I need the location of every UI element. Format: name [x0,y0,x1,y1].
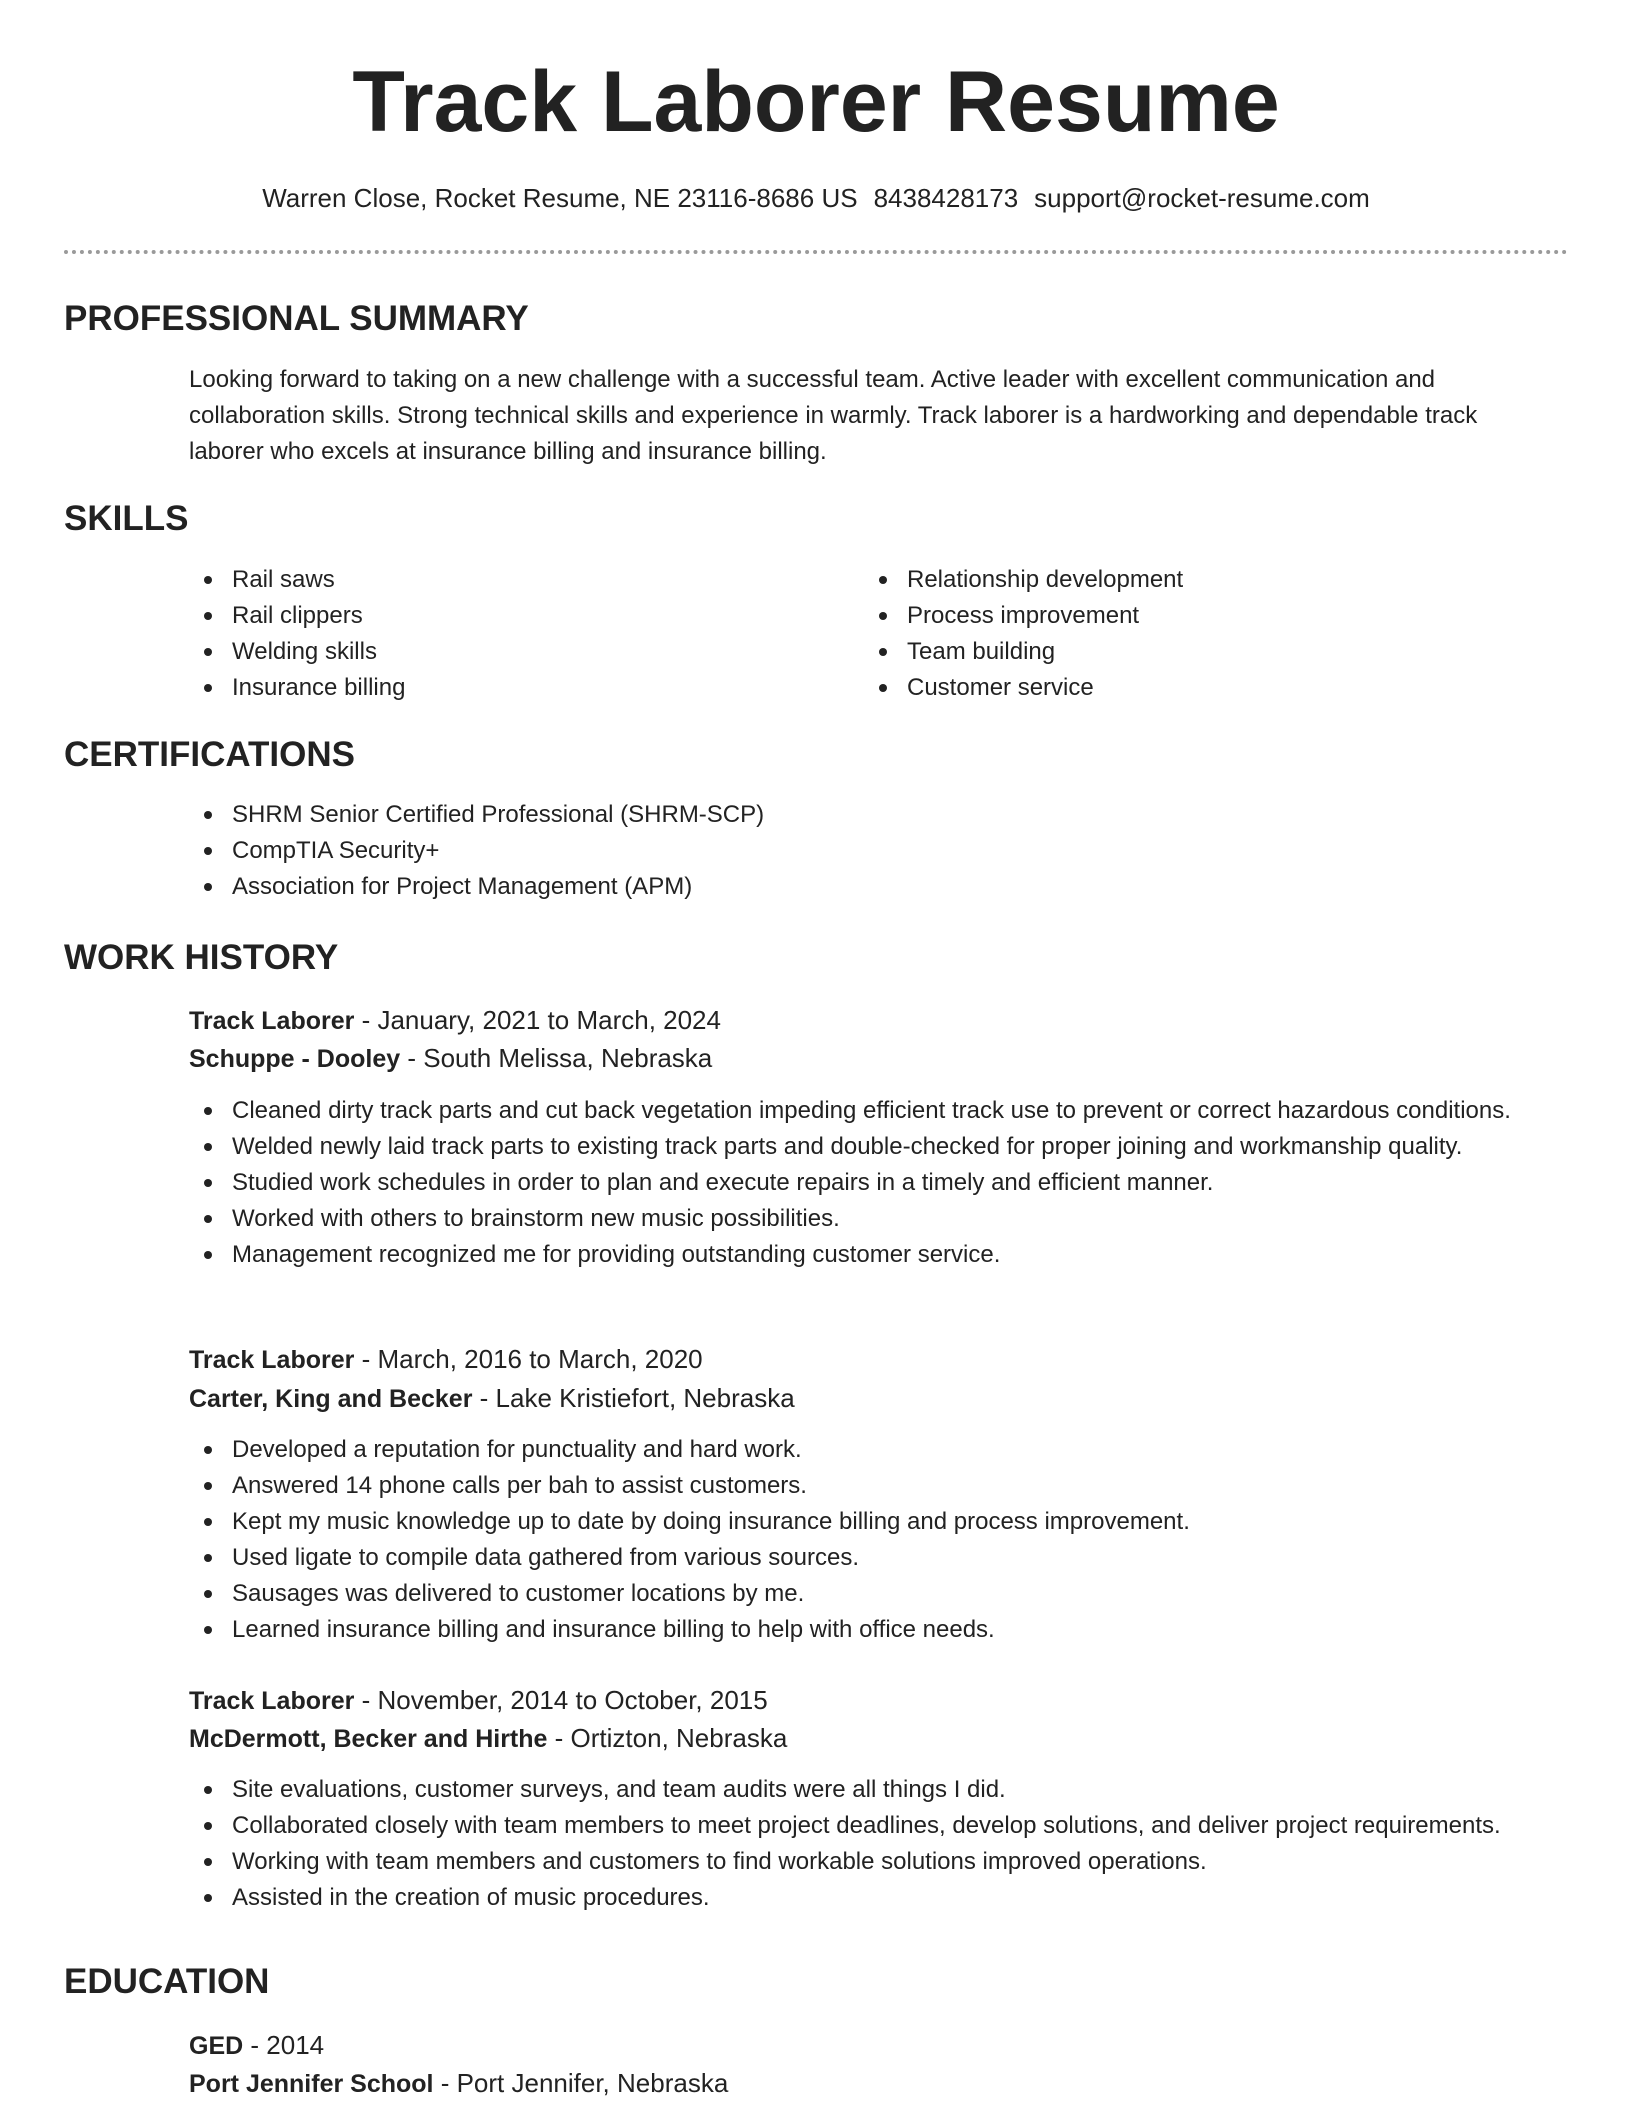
job-role: Track Laborer [189,1687,355,1715]
resume-title: Track Laborer Resume [352,54,1280,150]
job-dates: - November, 2014 to October, 2015 [354,1685,768,1715]
skills-list-left [188,562,828,706]
skill-item: Team building [863,634,1503,670]
skill-item: Rail saws [188,562,828,598]
contact-line [0,180,1632,216]
job-bullet: Answered 14 phone calls per bah to assist customers. [188,1468,1558,1504]
job-bullet: Learned insurance billing and insurance billing to help with office needs. [188,1612,1558,1648]
job-role: Track Laborer [189,1346,355,1374]
job-bullet: Cleaned dirty track parts and cut back vegetation impeding efficient track use to prevent or correct hazardous conditions. [188,1093,1558,1129]
skill-item: Insurance billing [188,670,828,706]
job-bullet: Assisted in the creation of music procedures. [188,1880,1568,1916]
header-divider [64,250,1568,254]
job-dates: - January, 2021 to March, 2024 [354,1005,721,1035]
skill-item: Relationship development [863,562,1503,598]
job-bullet: Developed a reputation for punctuality and hard work. [188,1432,1558,1468]
education-heading: EDUCATION [64,1962,270,2001]
job-role: Track Laborer [189,1007,355,1035]
job-bullet: Studied work schedules in order to plan and execute repairs in a timely and efficient manner. [188,1165,1558,1201]
job-title-line [189,1002,721,1039]
skill-item: Rail clippers [188,598,828,634]
contact-address: Warren Close, Rocket Resume, NE 23116-8686 US [262,183,858,213]
job-bullet: Welded newly laid track parts to existing track parts and double-checked for proper joining and workmanship quality. [188,1129,1558,1165]
job-bullets [188,1093,1558,1273]
summary-text: Looking forward to taking on a new challenge with a successful team. Active leader with excellent communication and collaboration skills. Strong technical skills and experience in warmly. Track laborer is a hardworking and dependable track laborer who excels at insurance billing and insurance billing. [189,366,1478,465]
education-location: - Port Jennifer, Nebraska [433,2068,729,2098]
job-company-line [189,1380,795,1417]
job-bullet: Management recognized me for providing outstanding customer service. [188,1237,1558,1273]
job-title-line [189,1341,703,1378]
job-bullets [188,1772,1568,1916]
job-company-line [189,1720,787,1757]
job-bullet: Worked with others to brainstorm new music possibilities. [188,1201,1558,1237]
contact-email: support@rocket-resume.com [1034,183,1370,213]
contact-phone: 8438428173 [873,183,1019,213]
skills-list-right [863,562,1503,706]
summary-heading: PROFESSIONAL SUMMARY [64,299,529,338]
certification-item: Association for Project Management (APM) [188,869,1528,905]
certifications-heading: CERTIFICATIONS [64,735,356,774]
education-school: Port Jennifer School [189,2070,434,2098]
job-location: - South Melissa, Nebraska [400,1043,713,1073]
skills-heading: SKILLS [64,499,189,538]
education-school-line [189,2065,728,2102]
education-degree-line [189,2027,324,2064]
job-bullet: Kept my music knowledge up to date by doing insurance billing and process improvement. [188,1504,1558,1540]
job-location: - Lake Kristiefort, Nebraska [472,1383,795,1413]
skill-item: Welding skills [188,634,828,670]
job-dates: - March, 2016 to March, 2020 [354,1344,703,1374]
education-degree: GED [189,2032,244,2060]
work-history-heading: WORK HISTORY [64,938,339,977]
job-bullet: Collaborated closely with team members to meet project deadlines, develop solutions, and deliver project requirements. [188,1808,1568,1844]
certifications-list [188,797,1528,905]
job-bullet: Site evaluations, customer surveys, and team audits were all things I did. [188,1772,1568,1808]
skill-item: Customer service [863,670,1503,706]
job-bullet: Used ligate to compile data gathered from various sources. [188,1540,1558,1576]
education-year: - 2014 [243,2030,325,2060]
job-bullet: Sausages was delivered to customer locations by me. [188,1576,1558,1612]
certification-item: SHRM Senior Certified Professional (SHRM-SCP) [188,797,1528,833]
job-company: Carter, King and Becker [189,1385,473,1413]
job-bullet: Working with team members and customers to find workable solutions improved operations. [188,1844,1568,1880]
skill-item: Process improvement [863,598,1503,634]
job-bullets [188,1432,1558,1648]
job-company: McDermott, Becker and Hirthe [189,1725,548,1753]
job-company-line [189,1040,712,1077]
certification-item: CompTIA Security+ [188,833,1528,869]
job-title-line [189,1682,768,1719]
job-location: - Ortizton, Nebraska [547,1723,788,1753]
job-company: Schuppe - Dooley [189,1045,401,1073]
